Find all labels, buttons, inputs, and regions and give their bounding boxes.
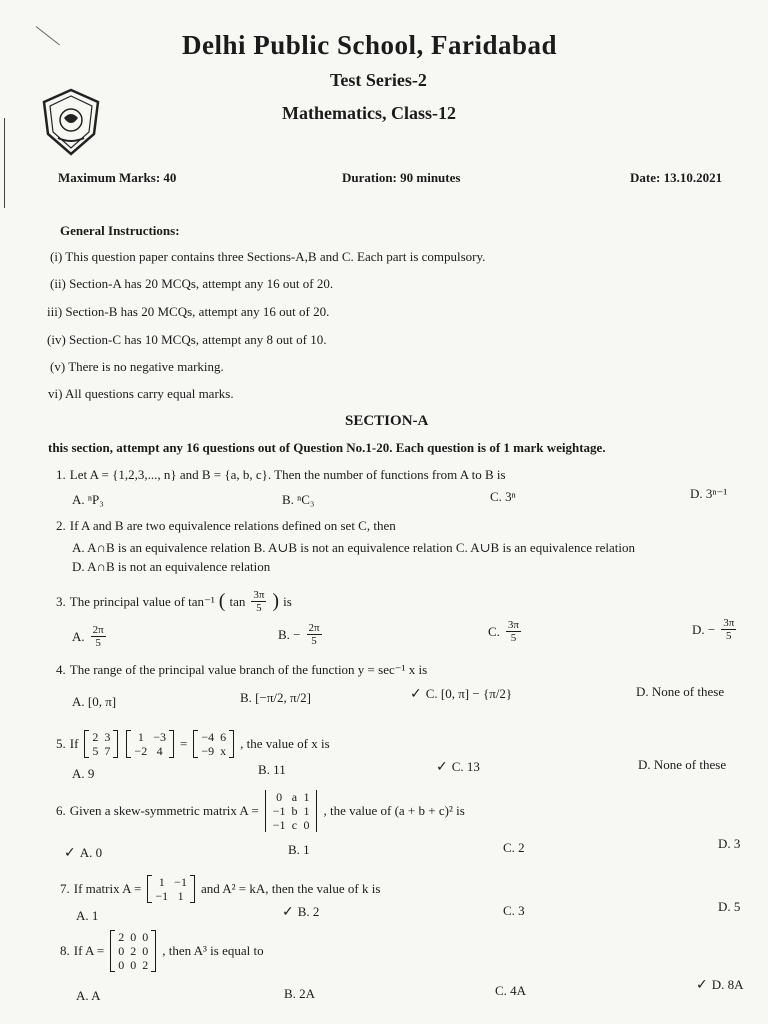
q6-option-a: ✓ A. 0	[64, 845, 103, 861]
q1-option-c: C. 3ⁿ	[490, 489, 516, 504]
section-note: this section, attempt any 16 questions out of Question No.1-20. Each question is of 1 mark weightage.	[48, 440, 606, 455]
q3-option-a: A. $\frac{2\pi}{5}$	[72, 624, 104, 649]
q5-option-a: A. 9	[72, 766, 95, 781]
q1-option-a: A. ⁿP₃	[72, 492, 104, 507]
question-6: 6. Given a skew-symmetric matrix A = 0 a 1 −1 b 1 −1 c 0 , the value of (a + b + c)² is	[56, 790, 465, 832]
q4-option-d: D. None of these	[636, 684, 725, 699]
q2-options-line1: A. A∩B is an equivalence relation B. A∪B is not an equivalence relation C. A∪B is an equivalence relation	[72, 540, 635, 555]
matrix: 1 −1 −1 1	[147, 875, 195, 903]
instruction-item: vi) All questions carry equal marks.	[48, 386, 234, 401]
q1-option-d: D. 3ⁿ⁻¹	[690, 486, 728, 501]
question-7: 7. If matrix A = 1 −1 −1 1 and A² = kA, then the value of k is	[60, 875, 381, 903]
instruction-item: (v) There is no negative marking.	[50, 359, 224, 374]
duration: Duration: 90 minutes	[342, 170, 461, 185]
q3-option-c: C. $\frac{3\pi}{5}$	[488, 619, 519, 644]
q7-option-a: A. 1	[76, 908, 99, 923]
matrix: −4 6 −9 x	[193, 730, 234, 758]
question-1: 1. Let A = {1,2,3,..., n} and B = {a, b, c}. Then the number of functions from A to B is	[56, 467, 506, 482]
school-name: Delhi Public School, Faridabad	[182, 30, 558, 60]
q5-option-c: ✓ C. 13	[436, 759, 480, 775]
question-3: 3. The principal value of tan⁻¹ ( tan $\frac{3\pi}{5}$ ) is	[56, 589, 292, 614]
check-mark-icon: ✓	[696, 977, 708, 993]
check-mark-icon: ✓	[64, 845, 76, 861]
instruction-item: (ii) Section-A has 20 MCQs, attempt any 16 out of 20.	[50, 276, 334, 291]
section-title: SECTION-A	[345, 413, 429, 429]
matrix: 0 a 1 −1 b 1 −1 c 0	[265, 790, 318, 832]
instruction-item: (i) This question paper contains three Sections-A,B and C. Each part is compulsory.	[50, 249, 486, 264]
q3-option-d: D. − $\frac{3\pi}{5}$	[692, 617, 735, 642]
page-edge-line	[4, 118, 5, 208]
q8-option-a: A. A	[76, 988, 101, 1003]
q4-option-a: A. [0, π]	[72, 694, 117, 709]
question-8: 8. If A = 2 0 0 0 2 0 0 0 2 , then A³ is equal to	[60, 930, 264, 972]
question-2: 2. If A and B are two equivalence relations defined on set C, then	[56, 518, 396, 533]
q8-option-d: ✓ D. 8A	[696, 977, 744, 993]
instructions-title: General Instructions:	[60, 223, 180, 238]
question-4: 4. The range of the principal value branch of the function y = sec⁻¹ x is	[56, 662, 428, 677]
maximum-marks: Maximum Marks: 40	[58, 170, 177, 185]
q8-option-b: B. 2A	[284, 986, 316, 1001]
instruction-item: iii) Section-B has 20 MCQs, attempt any 16 out of 20.	[47, 304, 330, 319]
q2-option-d: D. A∩B is not an equivalence relation	[72, 559, 271, 574]
q7-option-b: ✓ B. 2	[282, 904, 320, 920]
question-5: 5. If 2 3 5 7 1 −3 −2 4 = −4 6 −9 x , the value of x is	[56, 730, 330, 758]
matrix: 2 3 5 7	[84, 730, 118, 758]
test-series: Test Series-2	[330, 70, 427, 90]
q7-option-d: D. 5	[718, 899, 741, 914]
matrix: 2 0 0 0 2 0 0 0 2	[110, 930, 156, 972]
q7-option-c: C. 3	[503, 903, 525, 918]
q3-option-b: B. − $\frac{2\pi}{5}$	[278, 622, 320, 647]
exam-date: Date: 13.10.2021	[630, 170, 723, 185]
check-mark-icon: ✓	[282, 904, 294, 920]
q1-option-b: B. ⁿC₃	[282, 492, 315, 507]
pen-stroke-mark	[36, 26, 60, 45]
instruction-item: (iv) Section-C has 10 MCQs, attempt any 8 out of 10.	[47, 332, 327, 347]
check-mark-icon: ✓	[436, 759, 448, 775]
q6-option-d: D. 3	[718, 836, 741, 851]
check-mark-icon: ✓	[410, 686, 422, 702]
q6-option-c: C. 2	[503, 840, 525, 855]
q4-option-b: B. [−π/2, π/2]	[240, 690, 312, 705]
q4-option-c: ✓ C. [0, π] − {π/2}	[410, 686, 513, 702]
matrix: 1 −3 −2 4	[126, 730, 174, 758]
school-emblem-icon	[40, 88, 102, 156]
q5-option-b: B. 11	[258, 762, 286, 777]
q6-option-b: B. 1	[288, 842, 310, 857]
q5-option-d: D. None of these	[638, 757, 727, 772]
subject-class: Mathematics, Class-12	[282, 103, 456, 123]
q8-option-c: C. 4A	[495, 983, 527, 998]
